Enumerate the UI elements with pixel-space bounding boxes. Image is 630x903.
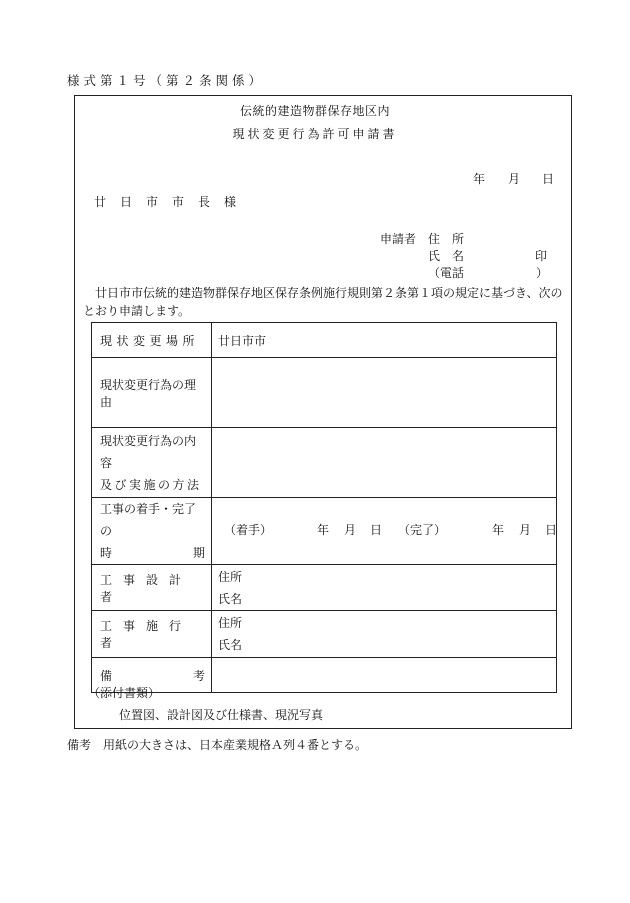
- content-field[interactable]: [212, 428, 557, 498]
- contractor-label: 工事施行者: [100, 619, 193, 650]
- paper-size-note: 備考 用紙の大きさは、日本産業規格Ａ列４番とする。: [67, 738, 368, 752]
- row-reason: [92, 358, 557, 428]
- contractor-name: 氏名: [218, 638, 243, 652]
- phone-open: （電話: [428, 266, 465, 280]
- start-label: （着手）: [224, 523, 273, 537]
- location-label-cell: [92, 323, 212, 358]
- row-period: [92, 498, 557, 565]
- end-year: 年: [492, 523, 505, 537]
- attachments-heading: （添付書類）: [88, 686, 161, 700]
- designer-address: 住所: [218, 569, 243, 584]
- form-title-line1: 伝統的建造物群保存地区内: [239, 104, 390, 118]
- application-statement: 廿日市市伝統的建造物群保存地区保存条例施行規則第２条第１項の規定に基づき、次のとおり申請します。: [83, 286, 563, 318]
- row-content: [92, 428, 557, 498]
- remarks-field[interactable]: [212, 658, 557, 693]
- row-remarks: [92, 658, 557, 693]
- row-location: [92, 323, 557, 358]
- period-label-a: 時: [100, 546, 113, 560]
- remarks-label-a: 備: [100, 668, 113, 683]
- form-number-label: 様式第１号（第２条関係）: [67, 73, 266, 88]
- date-month: 月: [508, 172, 521, 186]
- designer-name: 氏名: [218, 591, 243, 606]
- row-designer: [92, 565, 557, 611]
- applicant-label: 申請者: [380, 232, 417, 246]
- content-label-cell: [92, 428, 212, 498]
- addressee: 廿日市市長様: [94, 195, 251, 209]
- seal-mark: 印: [535, 249, 548, 263]
- contractor-field[interactable]: [212, 611, 557, 658]
- attachments-list: 位置図、設計図及び仕様書、現況写真: [119, 708, 324, 722]
- end-month: 月: [519, 523, 532, 537]
- designer-field[interactable]: [212, 565, 557, 611]
- contractor-address: 住所: [218, 616, 243, 630]
- end-day: 日: [545, 523, 558, 537]
- applicant-address-label: 住 所: [428, 232, 465, 246]
- end-label: （完了）: [398, 523, 447, 537]
- remarks-label: [100, 667, 205, 684]
- reason-field[interactable]: [212, 358, 557, 428]
- date-day: 日: [542, 172, 555, 186]
- application-table: [91, 322, 557, 693]
- remarks-label-b: 考: [192, 668, 205, 683]
- content-label-line1: 現状変更行為の内容: [100, 433, 197, 470]
- row-contractor: [92, 611, 557, 658]
- start-day: 日: [370, 523, 383, 537]
- period-label-cell: [92, 498, 212, 565]
- contractor-label-cell: [92, 611, 212, 658]
- reason-label-cell: [92, 358, 212, 428]
- reason-label: 現状変更行為の理由: [100, 377, 197, 409]
- location-value: 廿日市市: [218, 333, 267, 348]
- location-label: 現状変更場所: [100, 333, 200, 348]
- period-label-line2: [100, 542, 205, 564]
- designer-label-cell: [92, 565, 212, 611]
- location-value-cell[interactable]: [212, 323, 557, 358]
- date-year: 年: [473, 172, 486, 186]
- form-title-line2: 現状変更行為許可申請書: [232, 127, 398, 141]
- period-label-b: 期: [192, 546, 205, 560]
- period-field[interactable]: [212, 498, 557, 565]
- designer-label: 工事設計者: [100, 572, 193, 604]
- content-label-line2: 及び実施の方法: [100, 477, 202, 492]
- start-year: 年: [317, 523, 330, 537]
- period-label-line1: 工事の着手・完了の: [100, 502, 197, 538]
- phone-close: ）: [536, 266, 549, 280]
- start-month: 月: [344, 523, 357, 537]
- applicant-name-label: 氏 名: [428, 249, 465, 263]
